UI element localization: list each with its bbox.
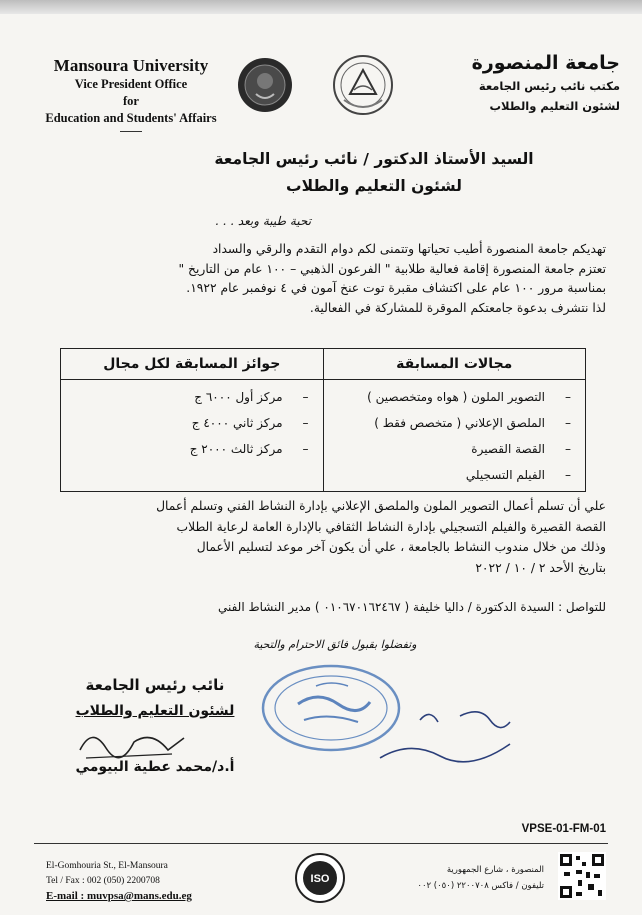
iso-certified-icon [294,852,346,904]
en-university-name: Mansoura University [53,56,209,75]
iso-label: ISO [310,873,330,885]
table-row: –القصة القصيرة [471,442,571,456]
signer-title2: لشئون التعليم والطلاب [75,703,235,719]
english-header [20,56,242,132]
letter-body-2 [64,496,606,578]
footer-rule [34,843,608,844]
closing-line: وتفضلوا بقبول فائق الاحترام والتحية [253,638,417,651]
body-line: تهديكم جامعة المنصورة أطيب تحياتها وتتمنى لكم دوام التقدم والرقي والسداد [212,242,606,256]
body-line: بتاريخ الأحد ٢ / ١٠ / ٢٠٢٢ [475,560,606,575]
contact-line: للتواصل : السيدة الدكتورة / داليا خليفة ( ٠١٠٦٧٠١٦٢٤٦٧ ) مدير النشاط الفني [217,600,606,614]
signer-title1: نائب رئيس الجامعة [85,676,225,694]
signer-name: أ.د/محمد عطية البيومي [75,759,235,775]
prizes-header: جوائز المسابقة لكل مجال [103,356,281,372]
fields-column [323,380,586,491]
greeting: تحية طيبة وبعد . . . [214,214,312,228]
ar-office-line1: مكتب نائب رئيس الجامعة [478,79,620,93]
table-header [61,349,585,380]
en-office-line1: Vice President Office [74,77,188,91]
body-line: وذلك من خلال مندوب النشاط بالجامعة ، علي أن يكون آخر موعد لتسليم الأعمال [196,540,606,554]
body-line: بمناسبة مرور ١٠٠ عام على اكتشاف مقبرة توت عنخ آمون في ٤ نوفمبر عام ١٩٢٢. [186,281,606,295]
addressee [164,145,584,199]
footer-ar-phone: تليفون / فاكس ٢٢٠٠٧٠٨ (٠٥٠) ٠٠٢ [417,881,544,891]
qr-code-icon [558,852,606,900]
table-row: –مركز ثاني ٤٠٠٠ ج [191,416,309,430]
body-line: القصة القصيرة والفيلم التسجيلي بإدارة النشاط الثقافي بالإدارة العامة لرعاية الطلاب [176,519,606,534]
competition-table [60,348,586,492]
anniversary-logo-icon [236,56,294,114]
table-row: –التصوير الملون ( هواه ومتخصصين ) [367,390,571,404]
ar-office-line2: لشئون التعليم والطلاب [489,99,620,113]
header-rule [120,131,142,132]
addressee-line2: لشئون التعليم والطلاب [286,177,462,195]
footer-english [46,859,192,904]
scan-edge [0,0,642,14]
table-row: –الملصق الإعلاني ( متخصص فقط ) [374,416,571,430]
arabic-header [430,50,620,116]
fields-header: مجالات المسابقة [323,349,586,379]
second-signature-icon [360,700,530,770]
ar-university-name: جامعة المنصورة [471,52,620,74]
footer-ar-address: المنصورة ، شارع الجمهورية [446,865,544,875]
letter-body [70,240,606,318]
addressee-line1: السيد الأستاذ الدكتور / نائب رئيس الجامعة [214,150,534,168]
footer-email: E-mail : muvpsa@mans.edu.eg [46,890,192,902]
body-line: لذا نتشرف بدعوة جامعتكم الموقرة للمشاركة في الفعالية. [309,300,606,315]
handwritten-signature-icon [72,720,192,768]
table-row: –مركز ثالث ٢٠٠٠ ج [189,442,309,456]
footer-phone: Tel / Fax : 002 (050) 2200708 [46,876,160,886]
body-line: تعتزم جامعة المنصورة إقامة فعالية طلابية " الفرعون الذهبي – ١٠٠ عام من التاريخ " [178,261,606,276]
university-seal-icon [332,54,394,116]
body-line: علي أن تسلم أعمال التصوير الملون والملصق الإعلاني بإدارة النشاط الفني وتسلم أعمال [156,499,606,513]
en-office-line2: for [123,94,139,108]
table-row: –الفيلم التسجيلي [465,468,571,482]
footer-address: El-Gomhouria St., El-Mansoura [46,861,168,871]
document-code: VPSE-01-FM-01 [521,823,606,835]
table-row: –مركز أول ٦٠٠٠ ج [194,390,309,404]
footer-arabic [417,862,544,894]
en-office-line3: Education and Students' Affairs [45,111,217,125]
prizes-column [61,380,323,491]
